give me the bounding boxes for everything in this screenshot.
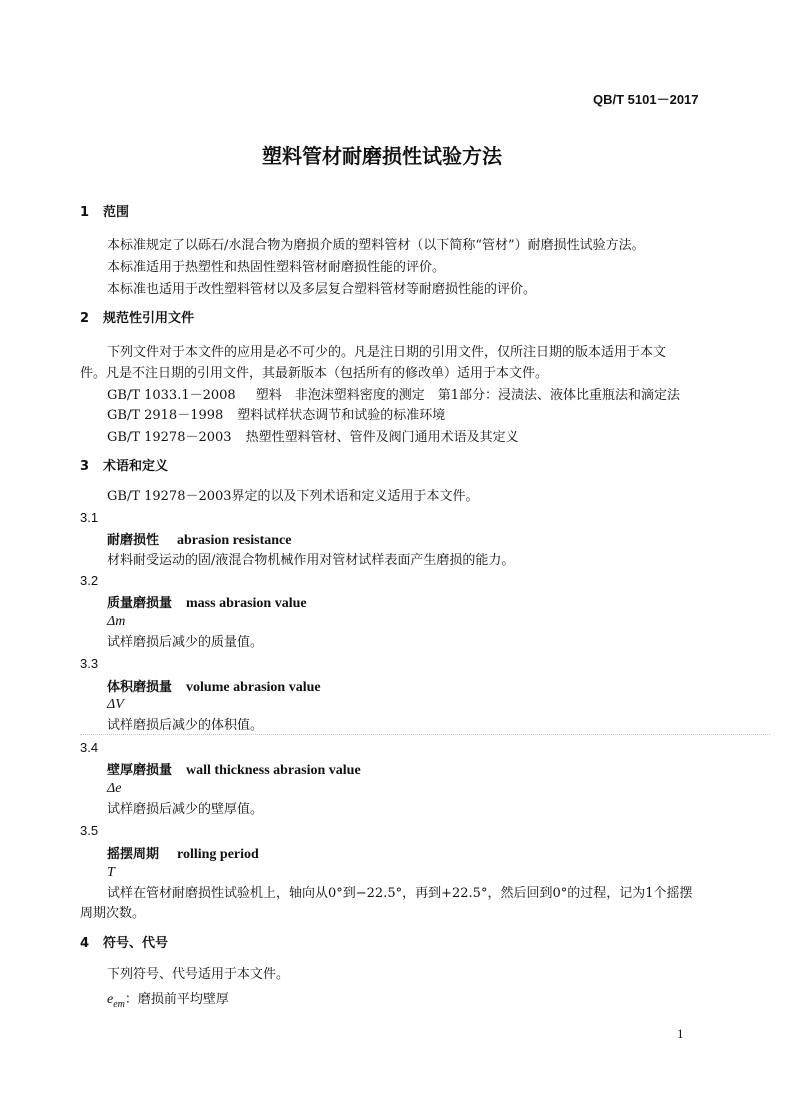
term-zh: 摇摆周期 (107, 847, 160, 862)
standard-id: QB/T 5101－2017 (593, 92, 699, 107)
term-heading (107, 678, 321, 695)
term-heading (107, 761, 361, 778)
section-number: 1 (80, 205, 90, 220)
term-definition: 试样磨损后减少的体积值。 (107, 718, 264, 733)
section-4-heading (80, 937, 168, 950)
section-1-heading (80, 206, 129, 219)
section-number: 3 (80, 459, 90, 474)
term-definition-continued: 周期次数。 (80, 906, 146, 921)
paragraph: 下列文件对于本文件的应用是必不可少的。凡是注日期的引用文件，仅所注日期的版本适用于本文 (107, 345, 667, 360)
term-number: 3.5 (80, 823, 99, 838)
section-3-heading (80, 460, 168, 473)
term-heading (107, 845, 259, 862)
paragraph: 本标准规定了以砾石/水混合物为磨损介质的塑料管材（以下简称“管材”）耐磨损性试验方法。 (107, 238, 645, 253)
reference-item (107, 389, 680, 402)
term-en: abrasion resistance (177, 533, 292, 548)
symbol-definition (107, 990, 229, 1010)
term-symbol: ΔV (107, 697, 124, 712)
section-title: 规范性引用文件 (103, 311, 195, 326)
term-symbol: Δm (107, 614, 126, 629)
symbol-base: e (107, 992, 114, 1007)
section-number: 2 (80, 311, 90, 326)
term-symbol: Δe (107, 781, 122, 796)
section-title: 术语和定义 (103, 459, 169, 474)
reference-code: GB/T 19278－2003 (107, 430, 232, 445)
reference-code: GB/T 1033.1－2008 (107, 388, 236, 403)
term-number: 3.1 (80, 510, 99, 525)
term-en: wall thickness abrasion value (186, 763, 361, 778)
term-definition: 试样在管材耐磨损性试验机上，轴向从0°到−22.5°，再到+22.5°，然后回到0°的过程，记为1个摇摆 (107, 886, 693, 901)
paragraph: 下列符号、代号适用于本文件。 (107, 967, 290, 982)
reference-title: 塑料试样状态调节和试验的标准环境 (237, 408, 446, 423)
term-number: 3.2 (80, 573, 99, 588)
section-2-heading (80, 312, 194, 325)
symbol-meaning: ：磨损前平均壁厚 (124, 992, 229, 1007)
term-zh: 体积磨损量 (107, 680, 173, 695)
section-title: 符号、代号 (103, 936, 169, 951)
term-definition: 试样磨损后减少的壁厚值。 (107, 802, 264, 817)
term-en: rolling period (177, 847, 259, 862)
term-en: mass abrasion value (186, 596, 307, 611)
term-symbol: T (107, 865, 115, 880)
term-definition: 试样磨损后减少的质量值。 (107, 635, 264, 650)
term-heading (107, 531, 291, 548)
reference-item (107, 409, 445, 422)
paragraph: 件。凡是不注日期的引用文件，其最新版本（包括所有的修改单）适用于本文件。 (80, 366, 549, 381)
reference-title: 热塑性塑料管材、管件及阀门通用术语及其定义 (245, 430, 519, 445)
symbol-subscript: em (113, 999, 125, 1011)
paragraph: 本标准也适用于改性塑料管材以及多层复合塑料管材等耐磨损性能的评价。 (107, 282, 537, 297)
term-definition: 材料耐受运动的固/液混合物机械作用对管材试样表面产生磨损的能力。 (107, 553, 515, 568)
section-number: 4 (80, 936, 90, 951)
section-title: 范围 (103, 205, 130, 220)
term-zh: 耐磨损性 (107, 533, 160, 548)
term-heading (107, 594, 307, 611)
term-en: volume abrasion value (186, 680, 321, 695)
paragraph: 本标准适用于热塑性和热固性塑料管材耐磨损性能的评价。 (107, 260, 446, 275)
term-number: 3.3 (80, 656, 99, 671)
page-number: 1 (677, 1026, 684, 1041)
document-title: 塑料管材耐磨损性试验方法 (262, 144, 502, 168)
dotted-separator (80, 734, 770, 735)
term-number: 3.4 (80, 740, 99, 755)
reference-code: GB/T 2918－1998 (107, 408, 224, 423)
term-zh: 壁厚磨损量 (107, 763, 173, 778)
reference-title: 塑料 非泡沫塑料密度的测定 第1部分：浸渍法、液体比重瓶法和滴定法 (255, 388, 680, 403)
reference-item (107, 431, 519, 444)
paragraph: GB/T 19278－2003界定的以及下列术语和定义适用于本文件。 (107, 489, 479, 504)
term-zh: 质量磨损量 (107, 596, 173, 611)
